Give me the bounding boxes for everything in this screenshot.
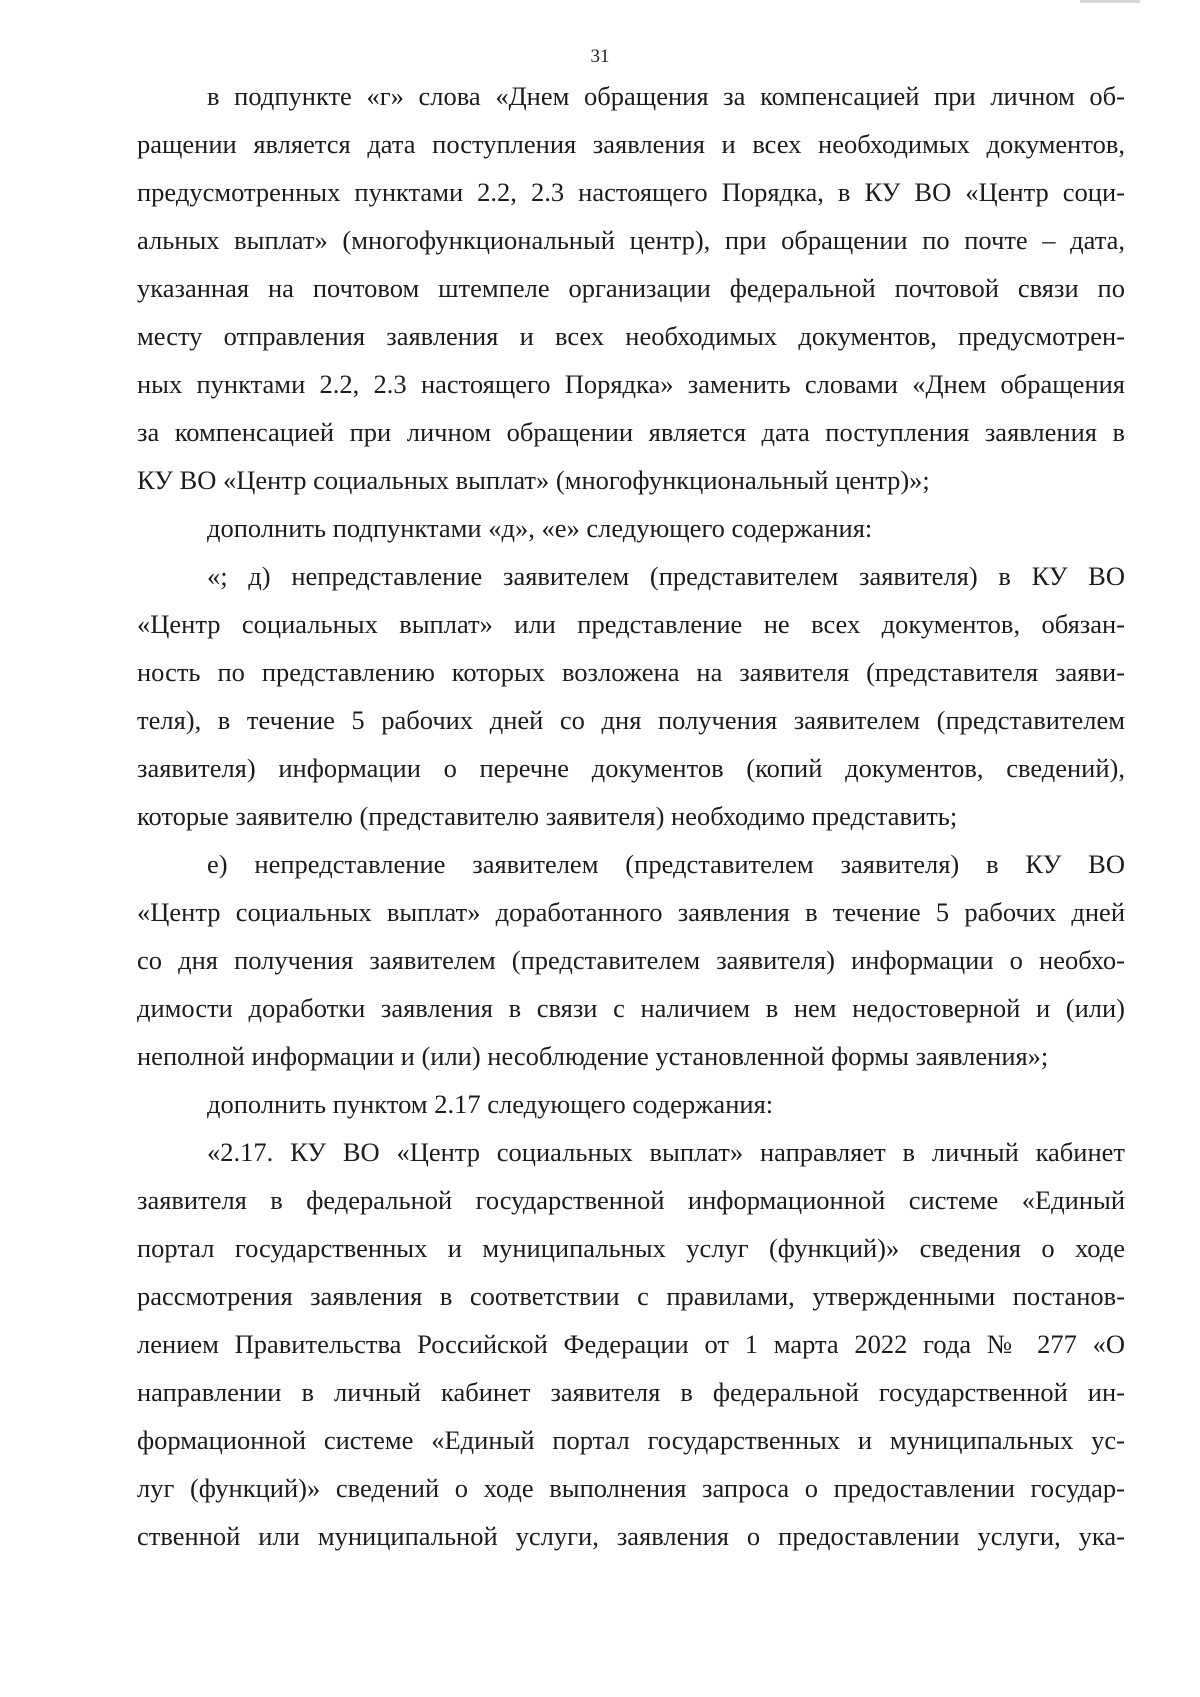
text-line: формационной системе «Единый портал государственных и муниципальных ус- — [137, 1425, 1125, 1455]
text-line: «Центр социальных выплат» доработанного заявления в течение 5 рабочих дней — [137, 897, 1125, 927]
text-line: дополнить подпунктами «д», «е» следующего содержания: — [207, 513, 873, 543]
text-line: ных пунктами 2.2, 2.3 настоящего Порядка» заменить словами «Днем обращения — [137, 369, 1125, 399]
text-line: неполной информации и (или) несоблюдение установленной формы заявления»; — [137, 1041, 1049, 1071]
text-line: ращении является дата поступления заявления и всех необходимых документов, — [137, 129, 1125, 159]
text-line: портал государственных и муниципальных услуг (функций)» сведения о ходе — [137, 1233, 1125, 1263]
page-number: 31 — [590, 46, 610, 67]
text-line: ность по представлению которых возложена на заявителя (представителя заяви- — [137, 657, 1125, 687]
text-line: в подпункте «г» слова «Днем обращения за компенсацией при личном об- — [207, 81, 1125, 111]
text-line: е) непредставление заявителем (представителем заявителя) в КУ ВО — [207, 849, 1125, 879]
text-line: месту отправления заявления и всех необходимых документов, предусмотрен- — [137, 321, 1125, 351]
text-line: заявителя) информации о перечне документов (копий документов, сведений), — [137, 753, 1125, 783]
text-line: теля), в течение 5 рабочих дней со дня получения заявителем (представителем — [137, 705, 1125, 735]
text-line: направлении в личный кабинет заявителя в федеральной государственной ин- — [137, 1377, 1125, 1407]
text-line: рассмотрения заявления в соответствии с правилами, утвержденными постанов- — [137, 1281, 1125, 1311]
body-text — [137, 72, 1125, 1560]
text-line: КУ ВО «Центр социальных выплат» (многофункциональный центр)»; — [137, 465, 930, 495]
text-line: димости доработки заявления в связи с наличием в нем недостоверной и (или) — [137, 993, 1125, 1023]
text-line: указанная на почтовом штемпеле организации федеральной почтовой связи по — [137, 273, 1125, 303]
text-line: ственной или муниципальной услуги, заявления о предоставлении услуги, ука- — [137, 1521, 1125, 1551]
text-line: альных выплат» (многофункциональный центр), при обращении по почте – дата, — [137, 225, 1125, 255]
text-line: со дня получения заявителем (представителем заявителя) информации о необхо- — [137, 945, 1125, 975]
text-line: «2.17. КУ ВО «Центр социальных выплат» направляет в личный кабинет — [207, 1137, 1125, 1167]
text-line: «; д) непредставление заявителем (представителем заявителя) в КУ ВО — [207, 561, 1125, 591]
text-line: которые заявителю (представителю заявителя) необходимо представить; — [137, 801, 958, 831]
text-line: «Центр социальных выплат» или представление не всех документов, обязан- — [137, 609, 1125, 639]
text-line: дополнить пунктом 2.17 следующего содержания: — [207, 1089, 774, 1119]
text-line: за компенсацией при личном обращении является дата поступления заявления в — [137, 417, 1125, 447]
text-line: луг (функций)» сведений о ходе выполнения запроса о предоставлении государ- — [137, 1473, 1125, 1503]
text-line: предусмотренных пунктами 2.2, 2.3 настоящего Порядка, в КУ ВО «Центр соци- — [137, 177, 1125, 207]
scan-edge-mark — [1080, 0, 1140, 3]
text-line: лением Правительства Российской Федерации от 1 марта 2022 года № 277 «О — [137, 1329, 1125, 1359]
text-line: заявителя в федеральной государственной информационной системе «Единый — [137, 1185, 1125, 1215]
